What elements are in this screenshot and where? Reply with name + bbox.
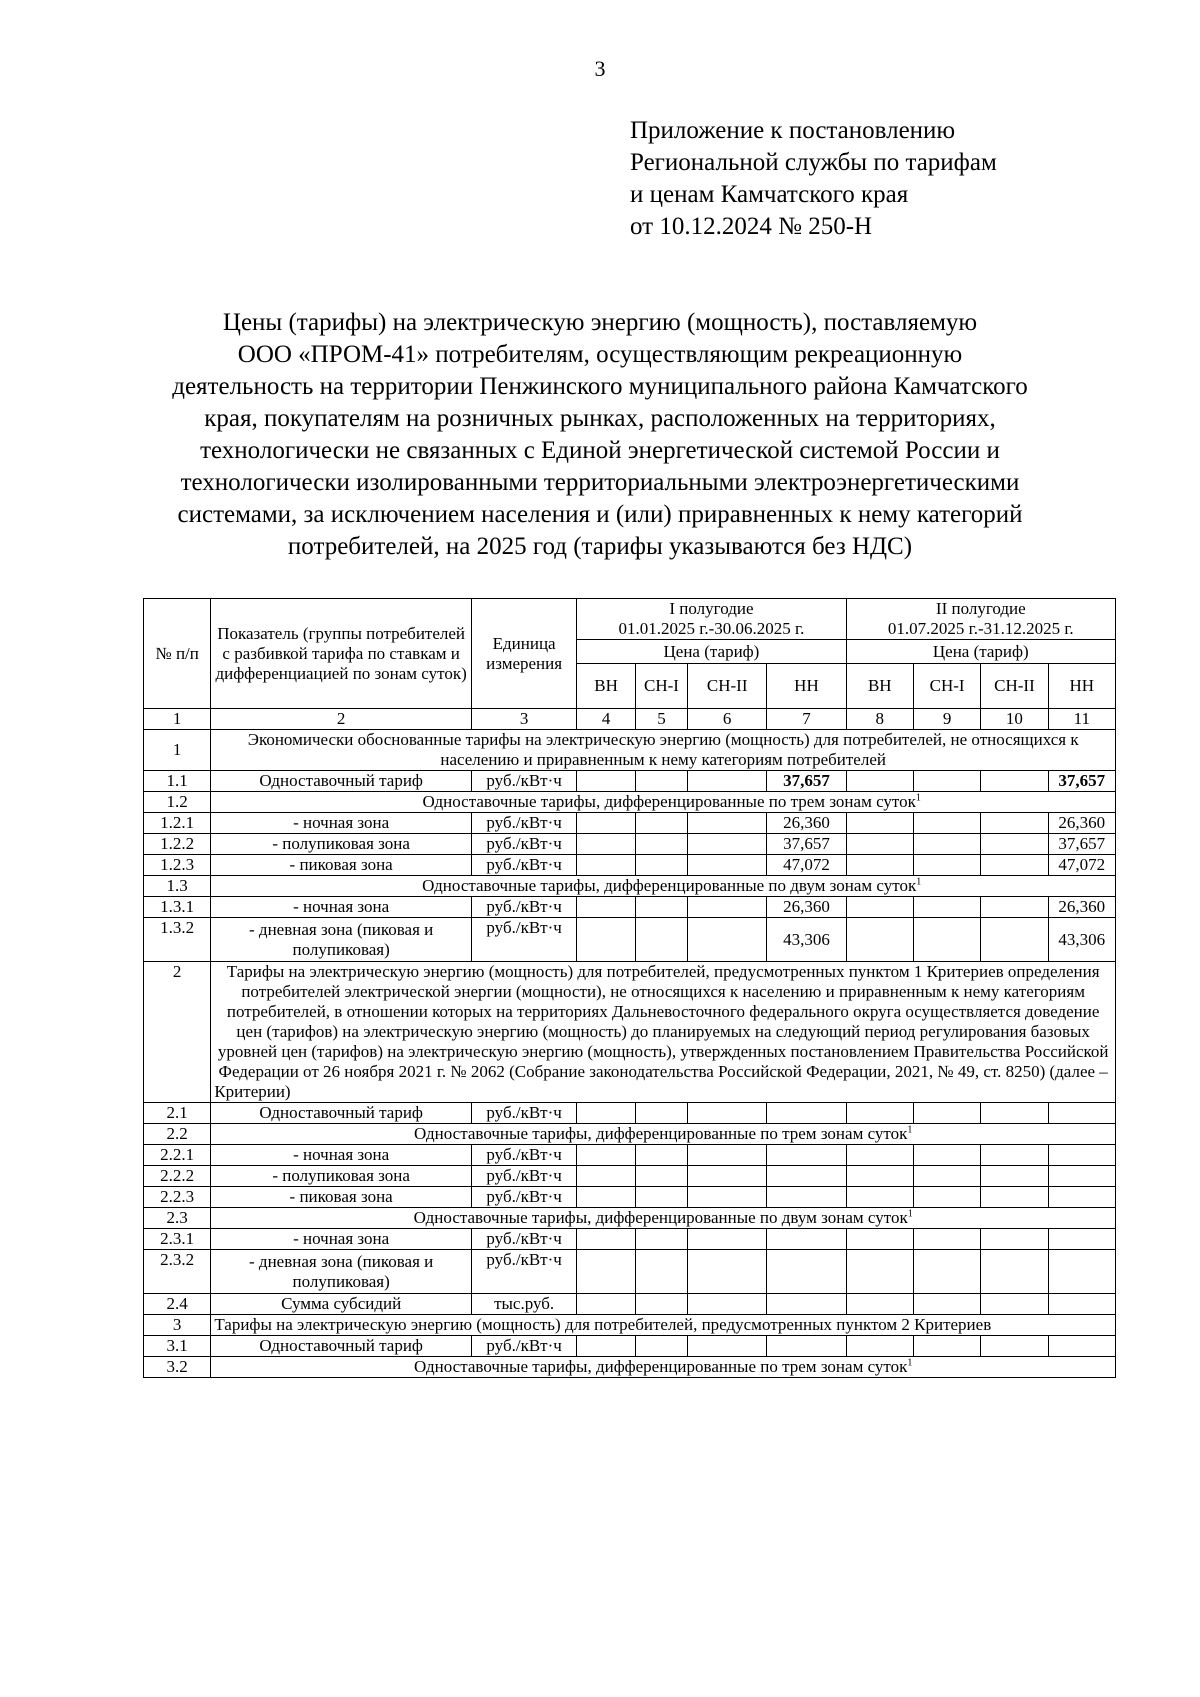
row-unit: руб./кВт·ч [471,918,576,962]
title-line: технологически изолированными территориальными электроэнергетическими [180,469,1020,496]
section-cell [211,1208,1116,1229]
title-line: края, покупателям на розничных рынках, расположенных на территориях, [204,405,996,432]
header-sub: ВН [577,664,636,709]
table-row [144,771,1116,792]
section-text: Экономически обоснованные тарифы на электрическую энергию (мощность) для потребителей, не относящихся к населению и приравненным к нему категориям потребителей [211,730,1116,771]
row-unit: руб./кВт·ч [471,1229,576,1250]
header-unit: Единица измерения [471,599,576,709]
column-number: 8 [846,709,913,730]
section-text: Одноставочные тарифы, дифференцированные по трем зонам суток [413,1357,908,1376]
table-row [144,876,1116,897]
table-row [144,1357,1116,1378]
footnote-mark: 1 [907,1208,913,1220]
table-row [144,1103,1116,1124]
annex-block [630,115,997,243]
header-sub: ВН [846,664,913,709]
header-sub: СН-I [635,664,687,709]
row-unit: руб./кВт·ч [471,813,576,834]
section-cell [211,1357,1116,1378]
row-unit: руб./кВт·ч [471,771,576,792]
row-unit: руб./кВт·ч [471,855,576,876]
row-number: 1.3 [144,876,211,897]
tariff-value: 26,360 [1048,813,1115,834]
row-number: 2.1 [144,1103,211,1124]
table-row [144,897,1116,918]
annex-line: Региональной службы по тарифам [630,149,997,176]
row-unit: руб./кВт·ч [471,834,576,855]
column-number: 5 [635,709,687,730]
page-number: 3 [594,56,606,81]
table-row [144,1315,1116,1336]
table-row [144,813,1116,834]
row-name: - дневная зона (пиковая и полупиковая) [211,1250,472,1294]
column-number: 3 [471,709,576,730]
row-unit: руб./кВт·ч [471,1336,576,1357]
column-number: 1 [144,709,211,730]
table-row [144,1229,1116,1250]
header-half2-dates: 01.07.2025 г.-31.12.2025 г. [887,619,1074,638]
header-price-2: Цена (тариф) [846,640,1115,664]
table-row [144,1250,1116,1294]
row-number: 2.4 [144,1294,211,1315]
annex-line: Приложение к постановлению [630,117,956,144]
tariff-value: 43,306 [767,918,846,962]
tariff-value: 37,657 [767,834,846,855]
footnote-mark: 1 [916,876,922,888]
section-cell [211,876,1116,897]
title-line: деятельность на территории Пенжинского муниципального района Камчатского [172,373,1028,400]
tariff-value: 47,072 [1048,855,1115,876]
table-row [144,1187,1116,1208]
header-sub: НН [767,664,846,709]
tariff-value: 37,657 [1048,771,1115,792]
row-unit: руб./кВт·ч [471,1103,576,1124]
row-number: 2.2.1 [144,1145,211,1166]
row-number: 2.2.3 [144,1187,211,1208]
tariff-value: 26,360 [1048,897,1115,918]
table-row [144,834,1116,855]
row-number: 1.2.1 [144,813,211,834]
annex-line: от 10.12.2024 № 250-Н [630,213,873,240]
tariff-value: 43,306 [1048,918,1115,962]
annex-line: и ценам Камчатского края [630,181,909,208]
row-number: 1.2 [144,792,211,813]
header-price-1: Цена (тариф) [577,640,846,664]
row-name: - пиковая зона [211,1187,472,1208]
section-text: Одноставочные тарифы, дифференцированные по трем зонам суток [422,792,916,811]
column-number: 9 [913,709,980,730]
title-line: Цены (тарифы) на электрическую энергию (мощность), поставляемую [222,309,978,336]
title-line: системами, за исключением населения и (или) приравненных к нему категорий [177,501,1023,528]
row-name: - ночная зона [211,897,472,918]
row-unit: руб./кВт·ч [471,1187,576,1208]
row-unit: тыс.руб. [471,1294,576,1315]
row-name: - пиковая зона [211,855,472,876]
row-number: 1.1 [144,771,211,792]
section-cell [211,1124,1116,1145]
column-number: 6 [688,709,767,730]
section-text: Тарифы на электрическую энергию (мощность) для потребителей, предусмотренных пунктом 1 Критериев определения потребителей электрической энергии (мощности), не относящихся к населению и приравненным к нему категориям потребителей, в отношении которых на территориях Дальневосточного федерального округа осуществляется доведение цен (тарифов) на электрическую энергию (мощность) до планируемых на следующий период регулирования базовых уровней цен (тарифов) на электрическую энергию (мощность), утвержденных постановлением Правительства Российской Федерации от 26 ноября 2021 г. № 2062 (Собрание законодательства Российской Федерации, 2021, № 49, ст. 8250) (далее – Критерии) [211,962,1116,1103]
row-number: 2.2.2 [144,1166,211,1187]
title-line: потребителей, на 2025 год (тарифы указываются без НДС) [287,533,913,560]
tariff-value: 37,657 [1048,834,1115,855]
section-text: Одноставочные тарифы, дифференцированные по двум зонам суток [413,1208,908,1227]
footnote-mark: 1 [907,1124,913,1136]
row-unit: руб./кВт·ч [471,1145,576,1166]
row-name: - полупиковая зона [211,1166,472,1187]
table-row [144,1208,1116,1229]
table-row [144,1166,1116,1187]
row-unit: руб./кВт·ч [471,897,576,918]
column-number: 11 [1048,709,1115,730]
header-half2-title: II полугодие [935,599,1026,618]
row-number: 1 [144,730,211,771]
section-text: Тарифы на электрическую энергию (мощность) для потребителей, предусмотренных пунктом 2 Критериев [211,1315,1116,1336]
table-row [144,1336,1116,1357]
row-name: Одноставочный тариф [211,1336,472,1357]
header-half2 [846,599,1115,640]
column-number: 2 [211,709,472,730]
table-row [144,1124,1116,1145]
table-row [144,792,1116,813]
column-number: 10 [981,709,1048,730]
footnote-mark: 1 [907,1357,913,1369]
header-sub: СН-II [981,664,1048,709]
section-cell [211,792,1116,813]
row-number: 1.2.2 [144,834,211,855]
row-name: Одноставочный тариф [211,771,472,792]
tariff-value: 26,360 [767,897,846,918]
column-number: 7 [767,709,846,730]
tariff-value: 26,360 [767,813,846,834]
row-name: Сумма субсидий [211,1294,472,1315]
header-sub: НН [1048,664,1115,709]
header-sub: СН-I [913,664,980,709]
section-text: Одноставочные тарифы, дифференцированные по трем зонам суток [413,1124,908,1143]
row-number: 3.2 [144,1357,211,1378]
row-number: 1.3.2 [144,918,211,962]
document-title [120,307,1080,563]
section-text: Одноставочные тарифы, дифференцированные по двум зонам суток [422,876,917,895]
row-unit: руб./кВт·ч [471,1166,576,1187]
row-number: 1.3.1 [144,897,211,918]
row-number: 2 [144,962,211,1103]
table-row [144,962,1116,1103]
row-number: 2.3.2 [144,1250,211,1294]
footnote-mark: 1 [915,792,921,804]
row-name: Одноставочный тариф [211,1103,472,1124]
header-half1 [577,599,846,640]
header-indicator: Показатель (группы потребителей с разбивкой тарифа по ставкам и дифференциацией по зонам суток) [211,599,472,709]
tariff-value: 47,072 [767,855,846,876]
row-name: - ночная зона [211,1229,472,1250]
column-number: 4 [577,709,636,730]
title-line: ООО «ПРОМ-41» потребителям, осуществляющим рекреационную [237,341,963,368]
table-row [144,730,1116,771]
header-sub: СН-II [688,664,767,709]
row-name: - дневная зона (пиковая и полупиковая) [211,918,472,962]
row-name: - полупиковая зона [211,834,472,855]
row-number: 1.2.3 [144,855,211,876]
row-unit: руб./кВт·ч [471,1250,576,1294]
row-number: 2.2 [144,1124,211,1145]
header-half1-dates: 01.01.2025 г.-30.06.2025 г. [618,619,805,638]
table-row [144,1294,1116,1315]
table-row [144,1145,1116,1166]
header-no: № п/п [144,599,211,709]
table-row [144,855,1116,876]
tariff-table [143,598,1116,1378]
row-name: - ночная зона [211,1145,472,1166]
title-line: технологически не связанных с Единой энергетической системой России и [200,437,1000,464]
row-name: - ночная зона [211,813,472,834]
header-half1-title: I полугодие [669,599,754,618]
tariff-value: 37,657 [767,771,846,792]
row-number: 2.3 [144,1208,211,1229]
table-row [144,918,1116,962]
row-number: 3.1 [144,1336,211,1357]
row-number: 3 [144,1315,211,1336]
row-number: 2.3.1 [144,1229,211,1250]
